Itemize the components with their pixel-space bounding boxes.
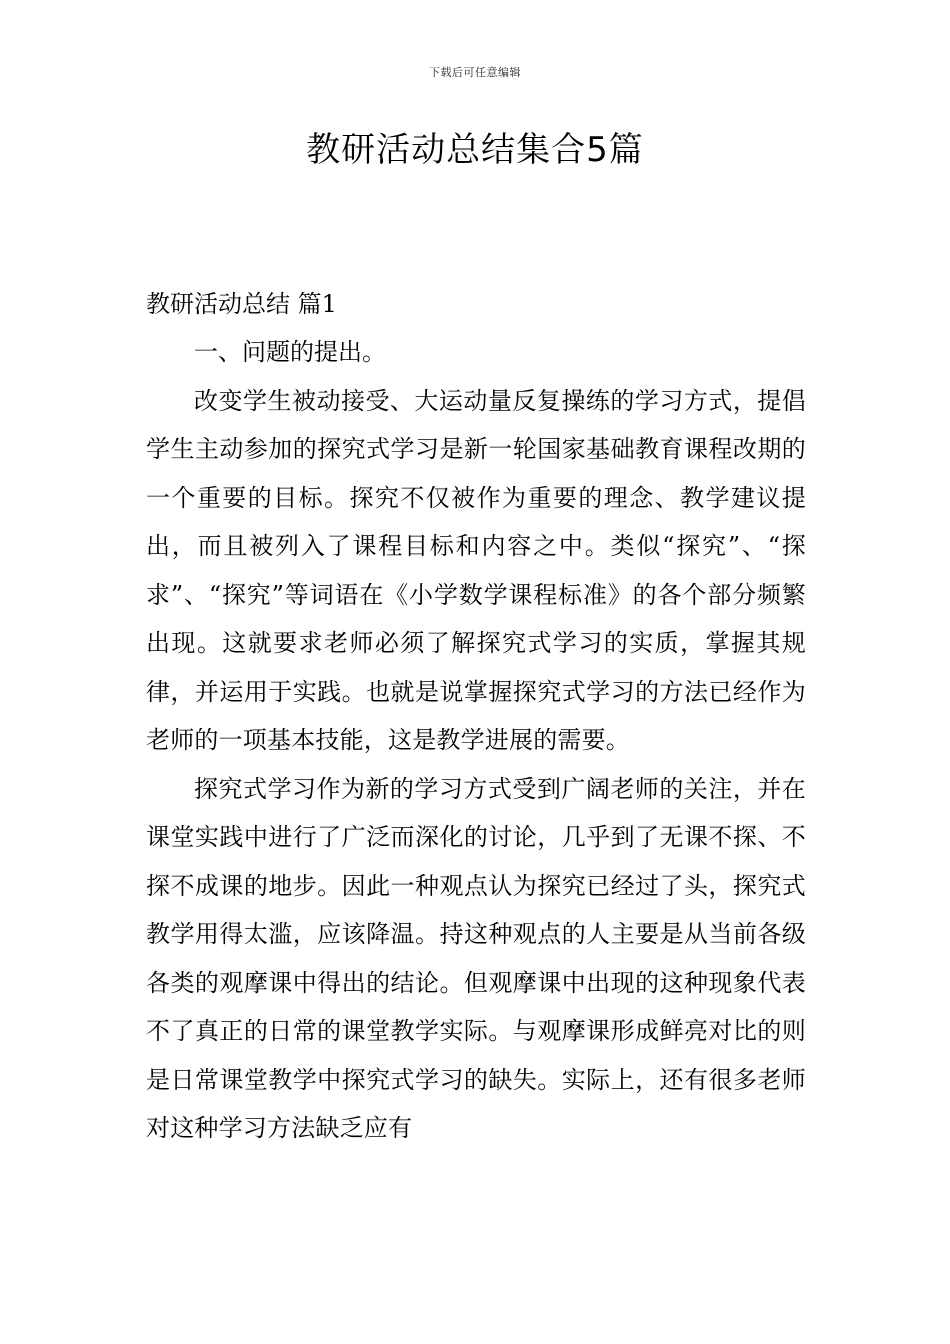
document-body xyxy=(146,276,806,1153)
paragraph-2: 探究式学习作为新的学习方式受到广阔老师的关注，并在课堂实践中进行了广泛而深化的讨论，几乎到了无课不探、不探不成课的地步。因此一种观点认为探究已经过了头，探究式教学用得太滥，应该降温。持这种观点的人主要是从当前各级各类的观摩课中得出的结论。但观摩课中出现的这种现象代表不了真正的日常的课堂教学实际。与观摩课形成鲜亮对比的则是日常课堂教学中探究式学习的缺失。实际上，还有很多老师对这种学习方法缺乏应有 xyxy=(146,774,806,1142)
sub-heading: 一、问题的提出。 xyxy=(194,338,386,366)
document-title: 教研活动总结集合5篇 xyxy=(306,130,644,170)
paragraph-1: 改变学生被动接受、大运动量反复操练的学习方式，提倡学生主动参加的探究式学习是新一轮国家基础教育课程改期的一个重要的目标。探究不仅被作为重要的理念、教学建议提出，而且被列入了课程目标和内容之中。类似“探究”、“探求”、“探究”等词语在《小学数学课程标准》的各个部分频繁出现。这就要求老师必须了解探究式学习的实质，掌握其规律，并运用于实践。也就是说掌握探究式学习的方法已经作为老师的一项基本技能，这是教学进展的需要。 xyxy=(146,386,806,754)
section-heading: 教研活动总结 篇1 xyxy=(146,290,337,318)
header-note: 下载后可任意编辑 xyxy=(429,66,521,79)
